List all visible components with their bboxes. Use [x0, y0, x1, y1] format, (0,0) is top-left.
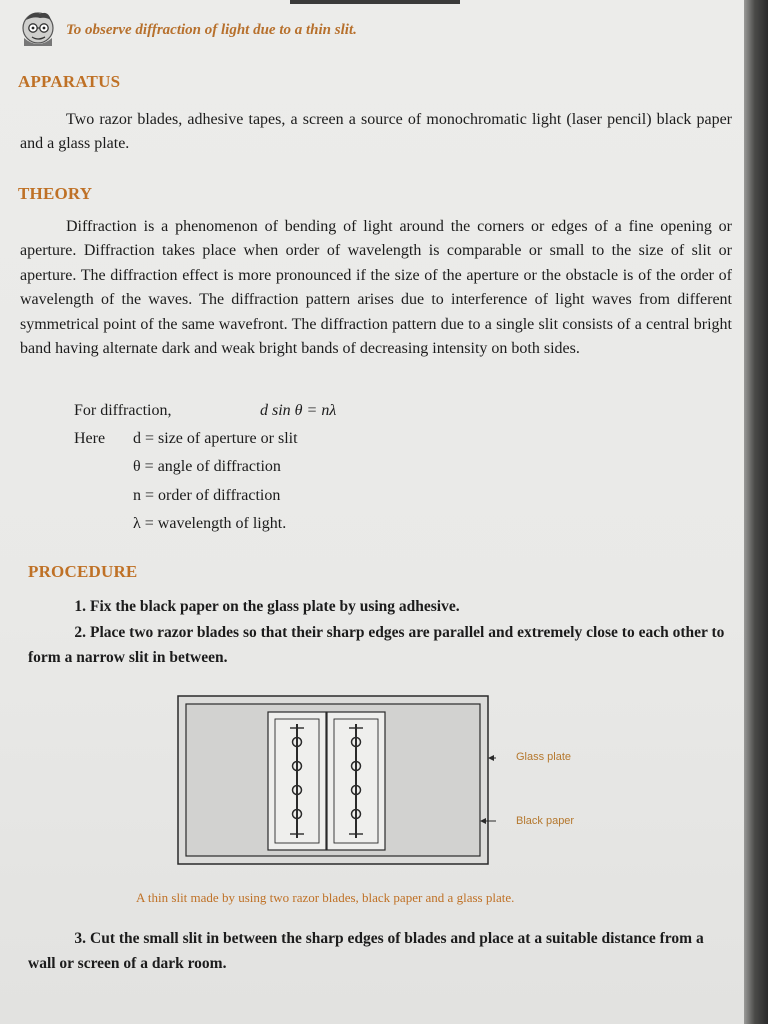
glass-plate-label: Glass plate: [516, 751, 572, 763]
formula-label: For diffraction,: [74, 402, 172, 419]
theory-heading: THEORY: [18, 184, 93, 203]
step-text: Cut the small slit in between the sharp edges of blades and place at a suitable distance from a wall or screen of a dark room.: [28, 930, 704, 972]
step-text: Fix the black paper on the glass plate by using adhesive.: [90, 598, 460, 615]
definition-item: d = size of aperture or slit: [133, 430, 298, 447]
apparatus-heading: APPARATUS: [18, 72, 121, 91]
top-bar-divider: [290, 0, 460, 4]
step-number: 2.: [74, 624, 86, 641]
apparatus-text: [20, 108, 732, 157]
step-number: 1.: [74, 598, 86, 615]
razor-blade-right: [327, 712, 385, 850]
theory-body: Diffraction is a phenomenon of bending of light around the corners or edges of a fine opening or aperture. Diffraction takes place when order of wavelength is comparable or small to the size of slit or aperture. The diffraction effect is more pronounced if the size of the aperture or the obstacle is of the order of wavelength of the waves. The diffraction pattern arises due to interference of light waves from different symmetrical point of the same wavefront. The diffraction pattern due to a single slit consists of a central bright band having alternate dark and weak bright bands of decreasing intensity on both sides.: [20, 218, 732, 358]
procedure-step: [28, 620, 732, 670]
procedure-step: [28, 926, 732, 976]
experiment-title: To observe diffraction of light due to a thin slit.: [66, 22, 357, 38]
scientist-mascot-icon: [18, 8, 58, 48]
procedure-heading: PROCEDURE: [28, 562, 138, 581]
razor-blade-left: [268, 712, 326, 850]
glass-plate-pointer-arrow: [488, 755, 496, 761]
procedure-step: [28, 594, 732, 619]
step-text: Place two razor blades so that their sharp edges are parallel and extremely close to each other to form a narrow slit in between.: [28, 624, 725, 666]
formula: d sin θ = nλ: [260, 402, 337, 419]
here-label: Here: [74, 430, 106, 447]
definition-item: λ = wavelength of light.: [133, 515, 287, 532]
black-paper-label: Black paper: [516, 815, 575, 827]
definition-item: n = order of diffraction: [133, 487, 281, 504]
step-number: 3.: [74, 930, 86, 947]
apparatus-body: Two razor blades, adhesive tapes, a screen a source of monochromatic light (laser pencil) black paper and a glass plate.: [20, 111, 732, 153]
definition-item: θ = angle of diffraction: [133, 458, 281, 475]
book-spine-edge: [744, 0, 768, 1024]
razor-slit-figure: [176, 694, 496, 866]
figure-caption: A thin slit made by using two razor blades, black paper and a glass plate.: [136, 890, 515, 905]
theory-text: [20, 215, 732, 361]
